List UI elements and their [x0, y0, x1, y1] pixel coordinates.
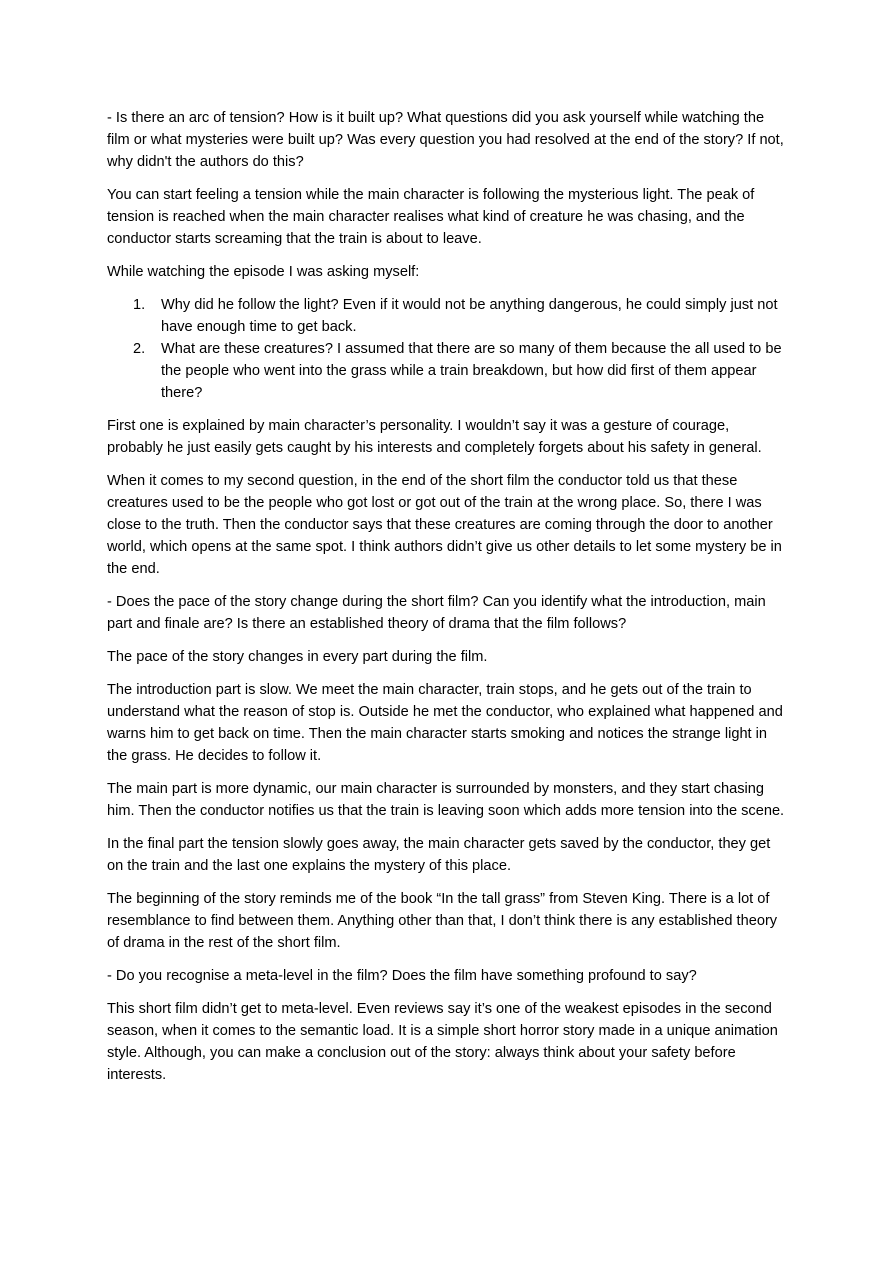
answer-paragraph: In the final part the tension slowly goes away, the main character gets saved by the conductor, they get on the train and the last one explains the mystery of this place. [107, 836, 771, 874]
list-item-number: 2. [133, 341, 146, 357]
answer-paragraph: The introduction part is slow. We meet the main character, train stops, and he gets out of the train to understand what the reason of stop is. Outside he met the conductor, who explained what happened and warns him to get back on time. Then the main character starts smoking and notices the strange light in the grass. He decides to follow it. [107, 682, 783, 764]
numbered-list [107, 294, 787, 404]
question-paragraph: - Does the pace of the story change during the short film? Can you identify what the introduction, main part and finale are? Is there an established theory of drama that the film follows? [107, 594, 766, 632]
list-item-text: Why did he follow the light? Even if it would not be anything dangerous, he could simply just not have enough time to get back. [161, 297, 778, 335]
answer-paragraph: You can start feeling a tension while the main character is following the mysterious light. The peak of tension is reached when the main character realises what kind of creature he was chasing, and the conductor starts screaming that the train is about to leave. [107, 187, 755, 247]
document-page [107, 107, 787, 1097]
answer-paragraph: While watching the episode I was asking myself: [107, 264, 420, 280]
answer-paragraph: The main part is more dynamic, our main character is surrounded by monsters, and they start chasing him. Then the conductor notifies us that the train is leaving soon which adds more tension into the scene. [107, 781, 785, 819]
answer-paragraph: The beginning of the story reminds me of the book “In the tall grass” from Steven King. There is a lot of resemblance to find between them. Anything other than that, I don’t think there is any established theory of drama in the rest of the short film. [107, 891, 778, 951]
list-item [107, 294, 787, 338]
list-item [107, 338, 787, 404]
answer-paragraph: The pace of the story changes in every part during the film. [107, 649, 488, 665]
answer-paragraph: First one is explained by main character’s personality. I wouldn’t say it was a gesture of courage, probably he just easily gets caught by his interests and completely forgets about his safety in general. [107, 418, 762, 456]
question-paragraph: - Is there an arc of tension? How is it built up? What questions did you ask yourself while watching the film or what mysteries were built up? Was every question you had resolved at the end of the story? If not, why didn't the authors do this? [107, 110, 784, 170]
list-item-text: What are these creatures? I assumed that there are so many of them because the all used to be the people who went into the grass while a train breakdown, but how did first of them appear there? [161, 341, 782, 401]
answer-paragraph: This short film didn’t get to meta-level. Even reviews say it’s one of the weakest episodes in the second season, when it comes to the semantic load. It is a simple short horror story made in a unique animation style. Although, you can make a conclusion out of the story: always think about your safety before interests. [107, 1001, 778, 1083]
answer-paragraph: When it comes to my second question, in the end of the short film the conductor told us that these creatures used to be the people who got lost or got out of the train at the wrong place. So, there I was close to the truth. Then the conductor says that these creatures are coming through the door to another world, which opens at the same spot. I think authors didn’t give us other details to let some mystery be in the end. [107, 473, 782, 577]
question-paragraph: - Do you recognise a meta-level in the film? Does the film have something profound to say? [107, 968, 697, 984]
list-item-number: 1. [133, 297, 146, 313]
